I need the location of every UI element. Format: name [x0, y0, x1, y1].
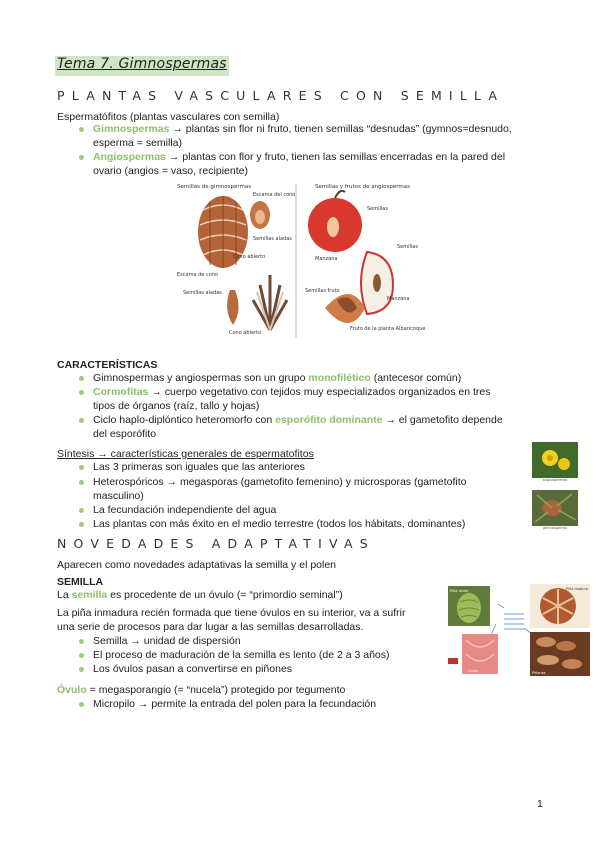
page-title: Tema 7. Gimnospermas	[57, 56, 227, 72]
ovulo-item-1: Micropilo → permite la entrada del polen para la fecundación	[93, 698, 377, 710]
apricot-illustration	[325, 294, 365, 323]
fig-label: Cono abierto	[233, 254, 266, 260]
pine-photo	[532, 490, 578, 530]
fig-label: Manzana	[387, 296, 410, 302]
fig-label: Escama del cono	[253, 192, 296, 198]
bullet	[79, 702, 84, 707]
sintesis-item-4: Las plantas con más éxito en el medio terrestre (todos los hábitats, dominantes)	[93, 518, 466, 530]
heading-sintesis: Síntesis → características generales de espermatofitos	[57, 448, 314, 460]
bullet	[79, 480, 84, 485]
bullet	[79, 418, 84, 423]
semilla-paragraph: La piña inmadura recién formada que tiene óvulos en su interior, va a sufrir una serie de procesos para dar lugar a las semillas desarrolladas.	[57, 607, 406, 633]
heading-caracteristicas: CARACTERÍSTICAS	[57, 359, 158, 371]
ovulo-def: Óvulo = megasporangio (= “nucela”) protegido por tegumento	[57, 684, 346, 696]
semilla-item-2: El proceso de maduración de la semilla es lento (de 2 a 3 años)	[93, 649, 390, 661]
photo-caption: gimnosperma	[542, 526, 568, 530]
sintesis-item-3: La fecundación independiente del agua	[93, 504, 277, 516]
term-ovulo: Óvulo	[57, 684, 87, 696]
bullet	[79, 127, 84, 132]
bullet	[79, 390, 84, 395]
bullet	[79, 465, 84, 470]
bullet	[79, 639, 84, 644]
winged-seed-illustration	[227, 290, 238, 325]
intro-novedades: Aparecen como novedades adaptativas la semilla y el polen	[57, 559, 337, 571]
section-heading-novedades: NOVEDADES ADAPTATIVAS	[57, 536, 375, 551]
bullet	[79, 522, 84, 527]
bullet-gimnospermas: Gimnospermas → plantas sin flor ni fruto, tienen semillas “desnudas” (gymnos=desnudo, esperma = semilla)	[93, 123, 512, 149]
semilla-item-3: Los óvulos pasan a convertirse en piñones	[93, 663, 293, 675]
semilla-def: La semilla es procedente de un óvulo (= “primordio seminal”)	[57, 589, 343, 601]
fig-label: Semillas	[397, 244, 418, 250]
fig-label: Semillas aladas	[253, 236, 292, 242]
semilla-item-1: Semilla → unidad de dispersión	[93, 635, 241, 647]
bullet-angiospermas: Angiospermas → plantas con flor y fruto, tienen las semillas encerradas en la pared del ovario (angios = vaso, recipiente)	[93, 151, 506, 177]
photo-caption: angiospermas	[542, 478, 568, 482]
photo-label: Piñones	[532, 671, 546, 675]
bullet	[79, 155, 84, 160]
bullet	[79, 508, 84, 513]
heading-semilla: SEMILLA	[57, 576, 104, 588]
fig-label: Semillas de gimnospermas	[177, 184, 252, 190]
yellow-flower-photo	[532, 442, 578, 482]
fig-label: Semillas aladas	[183, 290, 222, 296]
fig-label: Semillas fruto	[305, 288, 340, 294]
page-number: 1	[537, 798, 543, 810]
term-gimnospermas: Gimnospermas	[93, 123, 170, 135]
photo-label: Piña verde	[450, 589, 469, 593]
term-angiospermas: Angiospermas	[93, 151, 166, 163]
fig-label: Semillas y frutos de angiospermas	[315, 184, 410, 190]
caract-item-2: Cormofitas → cuerpo vegetativo con tejidos muy especializados organizados en tres tipos de órganos (raíz, tallo y hojas)	[93, 386, 491, 412]
caract-item-1: Gimnospermas y angiospermas son un grupo monofilético (antecesor común)	[93, 372, 462, 384]
intro-espermatofitos: Espermatófitos (plantas vasculares con semilla)	[57, 111, 280, 123]
caract-item-3: Ciclo haplo-diplóntico heteromorfo con esporófito dominante → el gametofito depende del esporófito	[93, 414, 503, 440]
apple-illustration	[308, 191, 362, 252]
fig-label: Cono abierto	[229, 330, 262, 336]
apple-half-illustration	[361, 252, 393, 314]
sintesis-item-1: Las 3 primeras son iguales que las anteriores	[93, 461, 305, 473]
fig-label: Escama de cono	[177, 272, 218, 278]
photo-label: Piña madura	[566, 587, 589, 591]
fig-label: Manzana	[315, 256, 338, 262]
photo-label: Óvulo	[468, 669, 479, 673]
fig-label: Semillas	[367, 206, 388, 212]
pine-cone-collage	[448, 584, 590, 676]
seeds-figure	[175, 180, 426, 340]
section-heading-plantas: PLANTAS VASCULARES CON SEMILLA	[57, 88, 505, 103]
sintesis-item-2: Heterospóricos → megasporas (gametofito femenino) y microsporas (gametofito masculino)	[93, 476, 467, 502]
fig-label: Fruto de la planta Albaricoque	[350, 326, 426, 332]
scale-illustration	[250, 201, 270, 229]
bullet	[79, 653, 84, 658]
open-cone-illustration	[253, 275, 287, 330]
bullet	[79, 376, 84, 381]
annotation-lines	[504, 614, 524, 629]
bullet	[79, 667, 84, 672]
